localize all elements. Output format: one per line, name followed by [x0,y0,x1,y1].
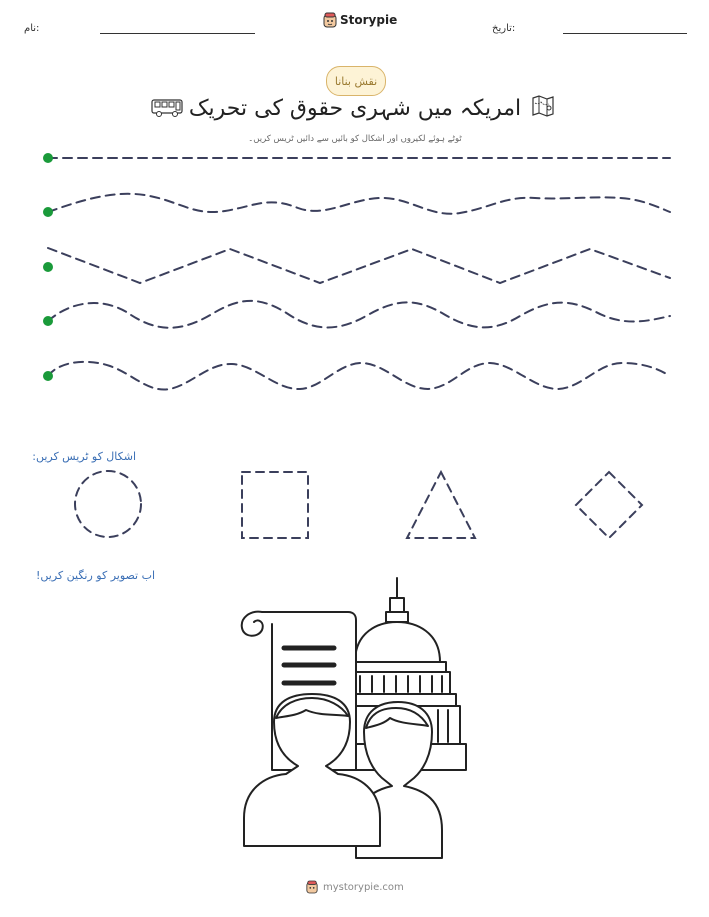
start-dot [43,371,53,381]
date-field-line[interactable] [563,33,687,34]
trace-square [242,472,308,538]
name-label: نام: [24,23,40,34]
activity-badge: نقش بنانا [326,66,386,96]
shapes-section-label: اشکال کو ٹریس کریں: [32,450,136,463]
start-dot [43,153,53,163]
color-section-label: اب تصویر کو رنگین کریں! [36,569,156,582]
coloring-picture [236,572,472,862]
footer-url[interactable]: mystorypie.com [323,881,404,893]
trace-diamond [576,472,642,538]
footer [306,880,404,894]
page-title: امریکہ میں شہری حقوق کی تحریک [188,96,522,121]
date-label: تاریخ: [492,23,516,34]
storypie-mascot-icon [306,880,318,894]
instructions: ٹوٹے ہوئے لکیروں اور اشکال کو بائیں سے دائیں ٹریس کریں۔ [248,134,462,144]
trace-line-wave [48,362,670,390]
tracing-lines [0,140,709,410]
trace-line-wave [48,194,670,214]
name-field-line[interactable] [100,33,255,34]
trace-line-wave [48,301,670,328]
brand-name: Storypie [340,13,398,27]
brand-logo [323,12,397,28]
bus-icon [150,97,184,119]
trace-shapes [60,465,680,545]
trace-line-zigzag [48,248,670,283]
start-dot [43,207,53,217]
map-icon [530,93,556,119]
trace-circle [75,471,141,537]
trace-triangle [407,472,475,538]
start-dot [43,262,53,272]
storypie-mascot-icon [323,12,337,28]
start-dot [43,316,53,326]
